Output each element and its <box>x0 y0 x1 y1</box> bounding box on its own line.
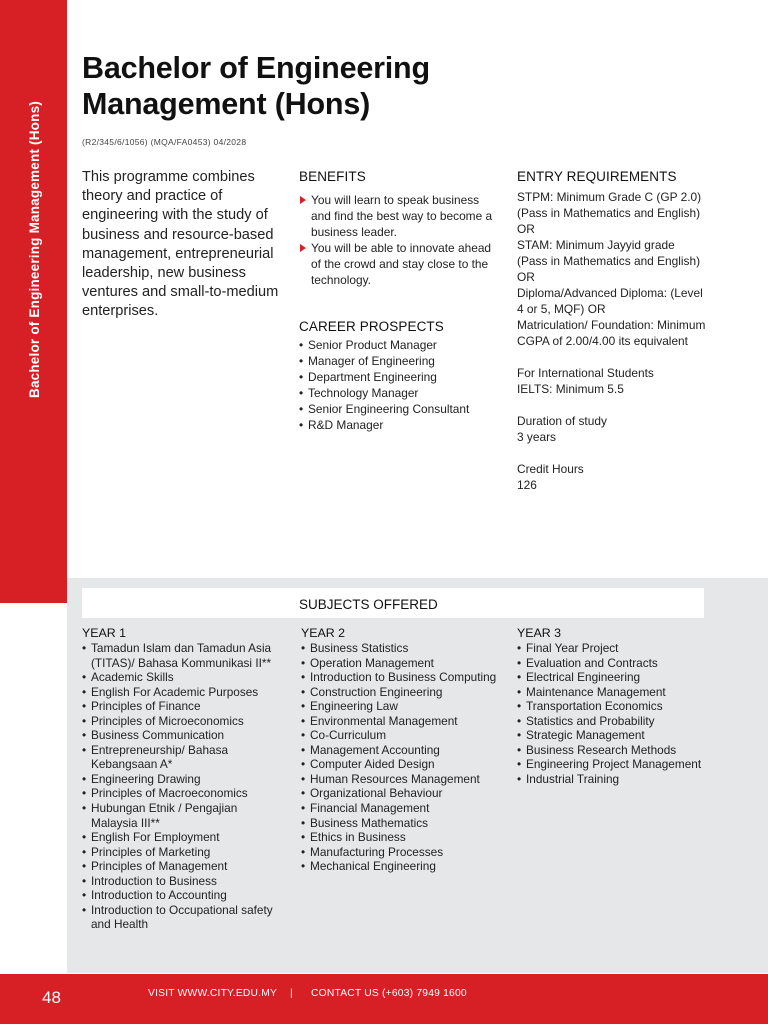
year-2-heading: YEAR 2 <box>301 626 346 640</box>
page-title-line-1: Bachelor of Engineering <box>82 51 430 85</box>
accreditation-code: (R2/345/6/1056) (MQA/FA0453) 04/2028 <box>82 137 247 147</box>
duration-label: Duration of study <box>517 414 607 428</box>
subjects-offered-heading: SUBJECTS OFFERED <box>299 597 438 612</box>
subject-item: • Environmental Management <box>301 714 501 729</box>
subject-item: • Strategic Management <box>517 728 717 743</box>
subject-item: • Mechanical Engineering <box>301 859 501 874</box>
benefit-text: You will be able to innovate ahead of the crowd and stay close to the technology. <box>311 241 492 287</box>
subject-item: • Engineering Project Management <box>517 757 717 772</box>
career-item: • Senior Engineering Consultant <box>299 401 509 417</box>
entry-line: STAM: Minimum Jayyid grade (Pass in Mathematics and English) OR <box>517 238 701 284</box>
subject-item: • Engineering Law <box>301 699 501 714</box>
year-2-column <box>301 625 501 874</box>
red-triangle-bullet-icon <box>300 196 306 204</box>
subject-item: • Maintenance Management <box>517 685 717 700</box>
subject-item: • Introduction to Occupational safety and Health <box>82 903 277 932</box>
subject-item: • Electrical Engineering <box>517 670 717 685</box>
subject-item: • Computer Aided Design <box>301 757 501 772</box>
credit-hours-label: Credit Hours <box>517 462 584 476</box>
subject-item: • Organizational Behaviour <box>301 786 501 801</box>
year-1-heading: YEAR 1 <box>82 626 127 640</box>
credit-hours-value: 126 <box>517 478 537 492</box>
subject-item: • Manufacturing Processes <box>301 845 501 860</box>
benefit-item <box>299 240 495 288</box>
entry-line: Matriculation/ Foundation: Minimum CGPA of 2.00/4.00 its equivalent <box>517 318 706 348</box>
footer-bar <box>0 974 768 1024</box>
duration-value: 3 years <box>517 430 556 444</box>
career-item: • Technology Manager <box>299 385 509 401</box>
benefits-list <box>299 192 495 288</box>
international-label: For International Students <box>517 366 654 380</box>
year-2-subjects <box>301 641 501 874</box>
subject-item: • Final Year Project <box>517 641 717 656</box>
subject-item: • Evaluation and Contracts <box>517 656 717 671</box>
subject-item: • Introduction to Accounting <box>82 888 277 903</box>
page-title-line-2: Management (Hons) <box>82 87 371 121</box>
subject-item: • Financial Management <box>301 801 501 816</box>
subject-item: • Principles of Microeconomics <box>82 714 277 729</box>
career-item: • R&D Manager <box>299 417 509 433</box>
ielts-requirement: IELTS: Minimum 5.5 <box>517 382 624 396</box>
red-triangle-bullet-icon <box>300 244 306 252</box>
career-item: • Manager of Engineering <box>299 353 509 369</box>
subject-item: • Ethics in Business <box>301 830 501 845</box>
subject-item: • Business Communication <box>82 728 277 743</box>
subject-item: • Business Statistics <box>301 641 501 656</box>
subject-item: • Principles of Management <box>82 859 277 874</box>
subject-item: • Statistics and Probability <box>517 714 717 729</box>
career-item: • Department Engineering <box>299 369 509 385</box>
subject-item: • Principles of Finance <box>82 699 277 714</box>
footer-separator: | <box>290 988 293 999</box>
year-3-column <box>517 625 717 786</box>
subject-item: • Human Resources Management <box>301 772 501 787</box>
subject-item: • Construction Engineering <box>301 685 501 700</box>
benefit-text: You will learn to speak business and find the best way to become a business leader. <box>311 193 493 239</box>
benefit-item <box>299 192 495 240</box>
subject-item: • Co-Curriculum <box>301 728 501 743</box>
subject-item: • Business Research Methods <box>517 743 717 758</box>
year-3-subjects <box>517 641 717 786</box>
subject-item: • Principles of Macroeconomics <box>82 786 277 801</box>
career-item: • Senior Product Manager <box>299 337 509 353</box>
subject-item: • Principles of Marketing <box>82 845 277 860</box>
entry-line: Diploma/Advanced Diploma: (Level 4 or 5, MQF) OR <box>517 286 703 316</box>
subject-item: • Engineering Drawing <box>82 772 277 787</box>
subject-item: • Management Accounting <box>301 743 501 758</box>
subject-item: • Introduction to Business Computing <box>301 670 501 685</box>
year-1-subjects <box>82 641 277 932</box>
subject-item: • Transportation Economics <box>517 699 717 714</box>
subject-item: • English For Academic Purposes <box>82 685 277 700</box>
page-title <box>82 50 430 122</box>
subject-item: • Entrepreneurship/ Bahasa Kebangsaan A* <box>82 743 277 772</box>
subject-item: • Operation Management <box>301 656 501 671</box>
subject-item: • Business Mathematics <box>301 816 501 831</box>
career-prospects-list <box>299 337 509 433</box>
entry-line: STPM: Minimum Grade C (GP 2.0) (Pass in Mathematics and English) OR <box>517 190 702 236</box>
benefits-heading: BENEFITS <box>299 169 366 184</box>
contact-phone: CONTACT US (+603) 7949 1600 <box>311 988 467 999</box>
entry-requirements-heading: ENTRY REQUIREMENTS <box>517 169 677 184</box>
subject-item: • Hubungan Etnik / Pengajian Malaysia III** <box>82 801 277 830</box>
career-prospects-heading: CAREER PROSPECTS <box>299 319 444 334</box>
subject-item: • Tamadun Islam dan Tamadun Asia (TITAS)/ Bahasa Kommunikasi II** <box>82 641 277 670</box>
year-1-column <box>82 625 277 932</box>
subject-item: • Industrial Training <box>517 772 717 787</box>
subject-item: • English For Employment <box>82 830 277 845</box>
year-3-heading: YEAR 3 <box>517 626 562 640</box>
entry-requirements <box>517 189 707 493</box>
subject-item: • Academic Skills <box>82 670 277 685</box>
red-sidebar <box>0 0 67 603</box>
visit-website-link[interactable]: VISIT WWW.CITY.EDU.MY <box>148 988 278 999</box>
page-number: 48 <box>42 988 61 1007</box>
sidebar-title: Bachelor of Engineering Management (Hons) <box>27 101 42 398</box>
subject-item: • Introduction to Business <box>82 874 277 889</box>
intro-paragraph: This programme combines theory and practice of engineering with the study of business and resource-based management, entrepreneurial leadership, new business ventures and small-to-medium enterprises. <box>82 169 279 320</box>
